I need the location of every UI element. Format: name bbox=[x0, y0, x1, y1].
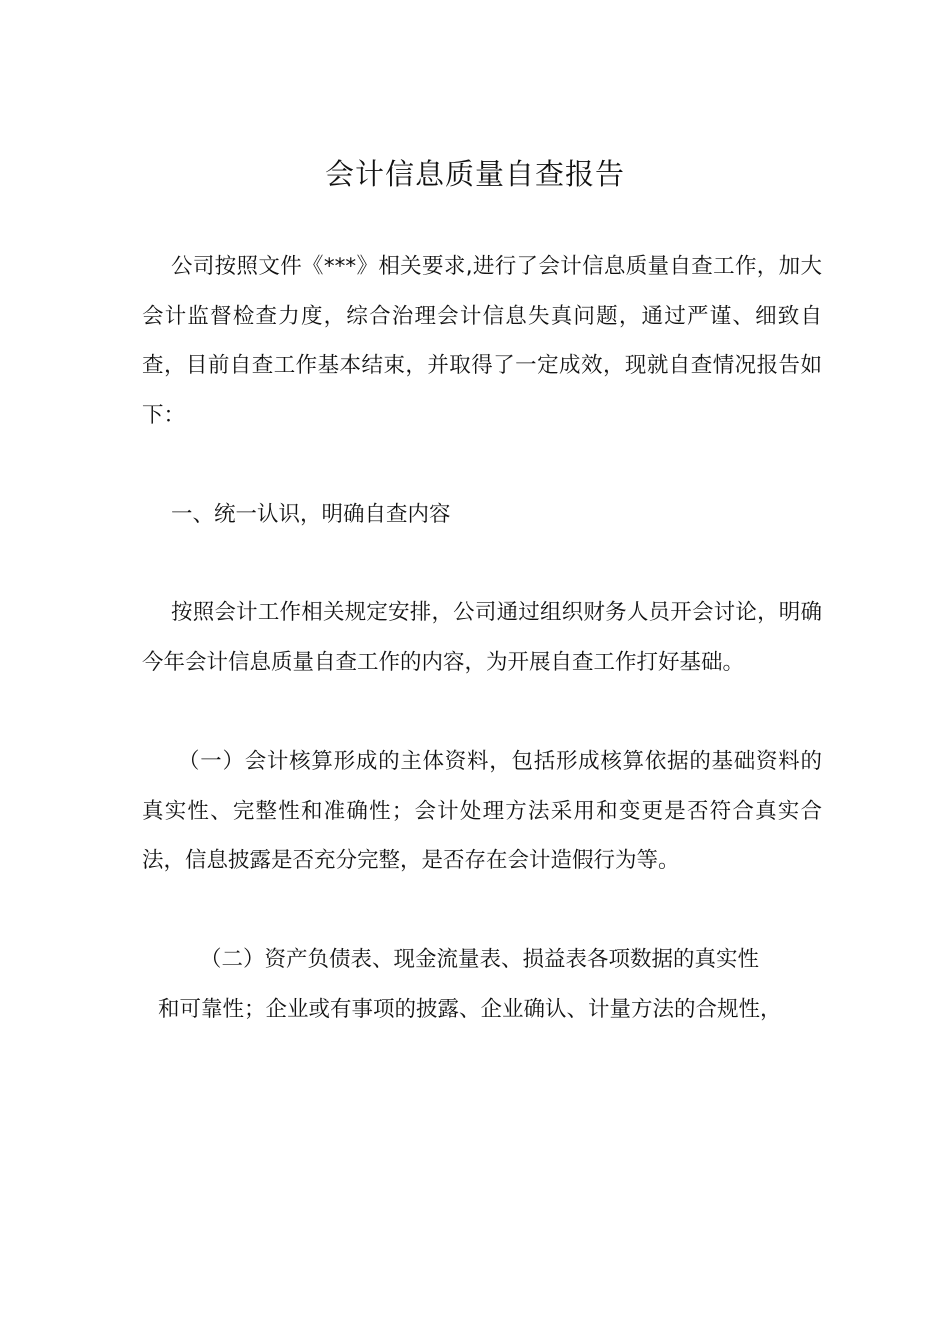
item-2-line-1: （二）资产负债表、现金流量表、损益表各项数据的真实性 bbox=[200, 947, 760, 972]
section-heading-1: 一、统一认识，明确自查内容 bbox=[171, 502, 451, 527]
item-2-line-2: 和可靠性；企业或有事项的披露、企业确认、计量方法的合规性， bbox=[158, 997, 782, 1022]
item-1-paragraph: （一）会计核算形成的主体资料，包括形成核算依据的基础资料的真实性、完整性和准确性；会计处理方法采用和变更是否符合真实合法，信息披露是否充分完整，是否存在会计造假行为等。 bbox=[142, 749, 822, 873]
section-1-paragraph: 按照会计工作相关规定安排，公司通过组织财务人员开会讨论，明确今年会计信息质量自查工作的内容，为开展自查工作打好基础。 bbox=[142, 600, 822, 675]
document-title: 会计信息质量自查报告 bbox=[324, 157, 625, 191]
intro-paragraph: 公司按照文件《***》相关要求,进行了会计信息质量自查工作，加大会计监督检查力度，综合治理会计信息失真问题，通过严谨、细致自查，目前自查工作基本结束，并取得了一定成效，现就自查情况报告如下： bbox=[142, 254, 822, 428]
